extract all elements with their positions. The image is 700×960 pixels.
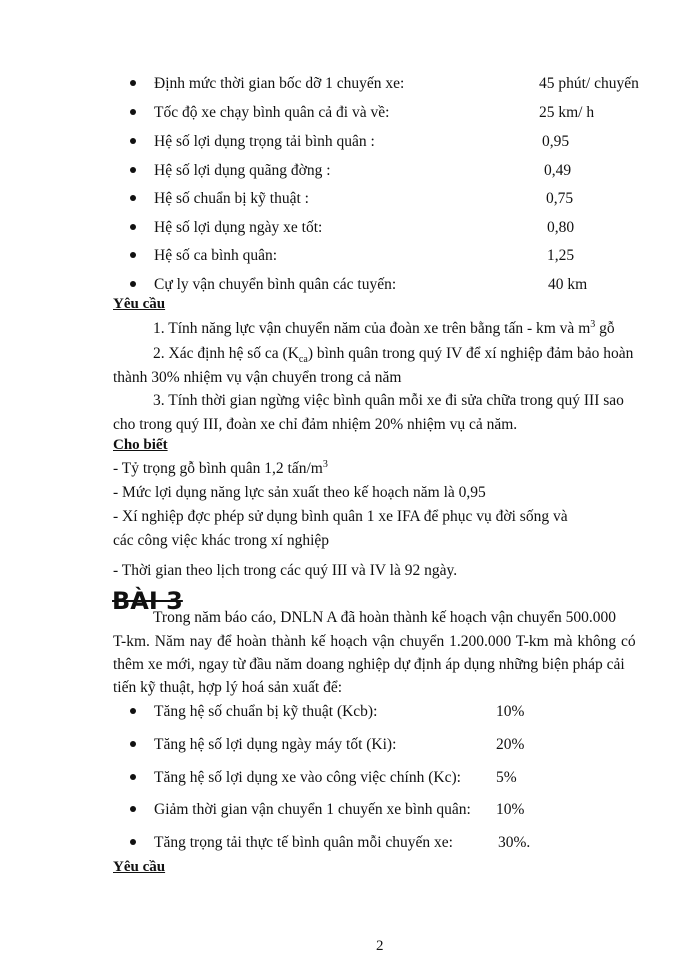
requirement-2-line1 [153, 343, 633, 365]
item-label: Cự ly vận chuyển bình quân các tuyến: [154, 276, 397, 293]
requirement-1 [153, 318, 615, 340]
subscript: ca [298, 354, 308, 366]
exercise-requirements-heading: Yêu cầu [113, 859, 166, 875]
item-value: 5% [496, 769, 517, 786]
given-line-3: - Xí nghiệp đợc phép sử dụng bình quân 1 xe IFA để phục vụ đời sống và [113, 508, 568, 525]
given-line-4: các công việc khác trong xí nghiệp [113, 532, 330, 549]
item-value: 0,49 [544, 162, 572, 179]
item-value: 0,95 [542, 133, 570, 150]
item-label: Định mức thời gian bốc dỡ 1 chuyến xe: [154, 75, 405, 92]
item-label: Hệ số lợi dụng trọng tải bình quân : [154, 133, 375, 150]
item-value: 10% [496, 801, 525, 818]
requirement-2-post: ) bình quân trong quý IV để xí nghiệp đảm bảo hoàn [307, 345, 634, 362]
superscript: 3 [322, 458, 328, 470]
item-value: 30%. [498, 834, 531, 851]
item-value: 0,75 [546, 190, 574, 207]
bullet-icon [130, 167, 136, 173]
item-value: 45 phút/ chuyến [539, 75, 639, 92]
item-label: Tăng trọng tải thực tế bình quân mỗi chuyến xe: [154, 834, 453, 851]
item-label: Tăng hệ số lợi dụng xe vào công việc chính (Kc): [154, 769, 461, 786]
bullet-icon [130, 80, 136, 86]
bullet-icon [130, 195, 136, 201]
item-value: 0,80 [547, 219, 575, 236]
exercise-paragraph-line: T-km. Năm nay để hoàn thành kế hoạch vận chuyển 1.200.000 T-km mà không có [113, 633, 636, 650]
bullet-icon [130, 839, 136, 845]
item-value: 20% [496, 736, 525, 753]
bullet-icon [130, 708, 136, 714]
item-label: Hệ số lợi dụng quãng đờng : [154, 162, 331, 179]
bullet-icon [130, 109, 136, 115]
item-label: Hệ số lợi dụng ngày xe tốt: [154, 219, 323, 236]
item-label: Hệ số ca bình quân: [154, 247, 278, 264]
exercise-heading: BÀI 3 [112, 587, 183, 615]
item-label: Giảm thời gian vận chuyển 1 chuyến xe bình quân: [154, 801, 471, 818]
item-label: Tốc độ xe chạy bình quân cả đi và về: [154, 104, 390, 121]
item-label: Tăng hệ số lợi dụng ngày máy tốt (Ki): [154, 736, 397, 753]
bullet-icon [130, 774, 136, 780]
given-line-5: - Thời gian theo lịch trong các quý III và IV là 92 ngày. [113, 562, 458, 579]
item-label: Tăng hệ số chuẩn bị kỹ thuật (Kcb): [154, 703, 378, 720]
requirement-2-line2: thành 30% nhiệm vụ vận chuyển trong cả năm [113, 369, 402, 386]
given-line-1-text: - Tỷ trọng gỗ bình quân 1,2 tấn/m [113, 460, 323, 477]
page-number: 2 [376, 938, 384, 954]
requirement-1-text: 1. Tính năng lực vận chuyển năm của đoàn xe trên bằng tấn - km và m [153, 320, 591, 337]
item-value: 40 km [548, 276, 588, 293]
requirement-3-line2: cho trong quý III, đoàn xe chỉ đảm nhiệm 20% nhiệm vụ cả năm. [113, 416, 518, 433]
bullet-icon [130, 806, 136, 812]
item-value: 10% [496, 703, 525, 720]
exercise-paragraph-line: thêm xe mới, ngay từ đầu năm doang nghiệp dự định áp dụng những biện pháp cải [113, 656, 625, 673]
item-value: 25 km/ h [539, 104, 595, 121]
requirement-2-pre: 2. Xác định hệ số ca (K [153, 345, 299, 362]
given-line-1 [113, 458, 328, 480]
given-heading: Cho biết [113, 437, 168, 453]
bullet-icon [130, 252, 136, 258]
given-line-2: - Mức lợi dụng năng lực sản xuất theo kế hoạch năm là 0,95 [113, 484, 486, 501]
exercise-paragraph-line: tiến kỹ thuật, hợp lý hoá sản xuất để: [113, 679, 343, 696]
bullet-icon [130, 224, 136, 230]
item-value: 1,25 [547, 247, 575, 264]
requirements-heading: Yêu cầu [113, 296, 166, 312]
bullet-icon [130, 281, 136, 287]
exercise-paragraph-line: Trong năm báo cáo, DNLN A đã hoàn thành kế hoạch vận chuyển 500.000 [153, 609, 617, 626]
superscript: 3 [590, 318, 596, 330]
requirement-3-line1: 3. Tính thời gian ngừng việc bình quân mỗi xe đi sửa chữa trong quý III sao [153, 392, 624, 409]
item-label: Hệ số chuẩn bị kỹ thuật : [154, 190, 309, 207]
bullet-icon [130, 741, 136, 747]
requirement-1-tail: gỗ [595, 320, 615, 337]
bullet-icon [130, 138, 136, 144]
